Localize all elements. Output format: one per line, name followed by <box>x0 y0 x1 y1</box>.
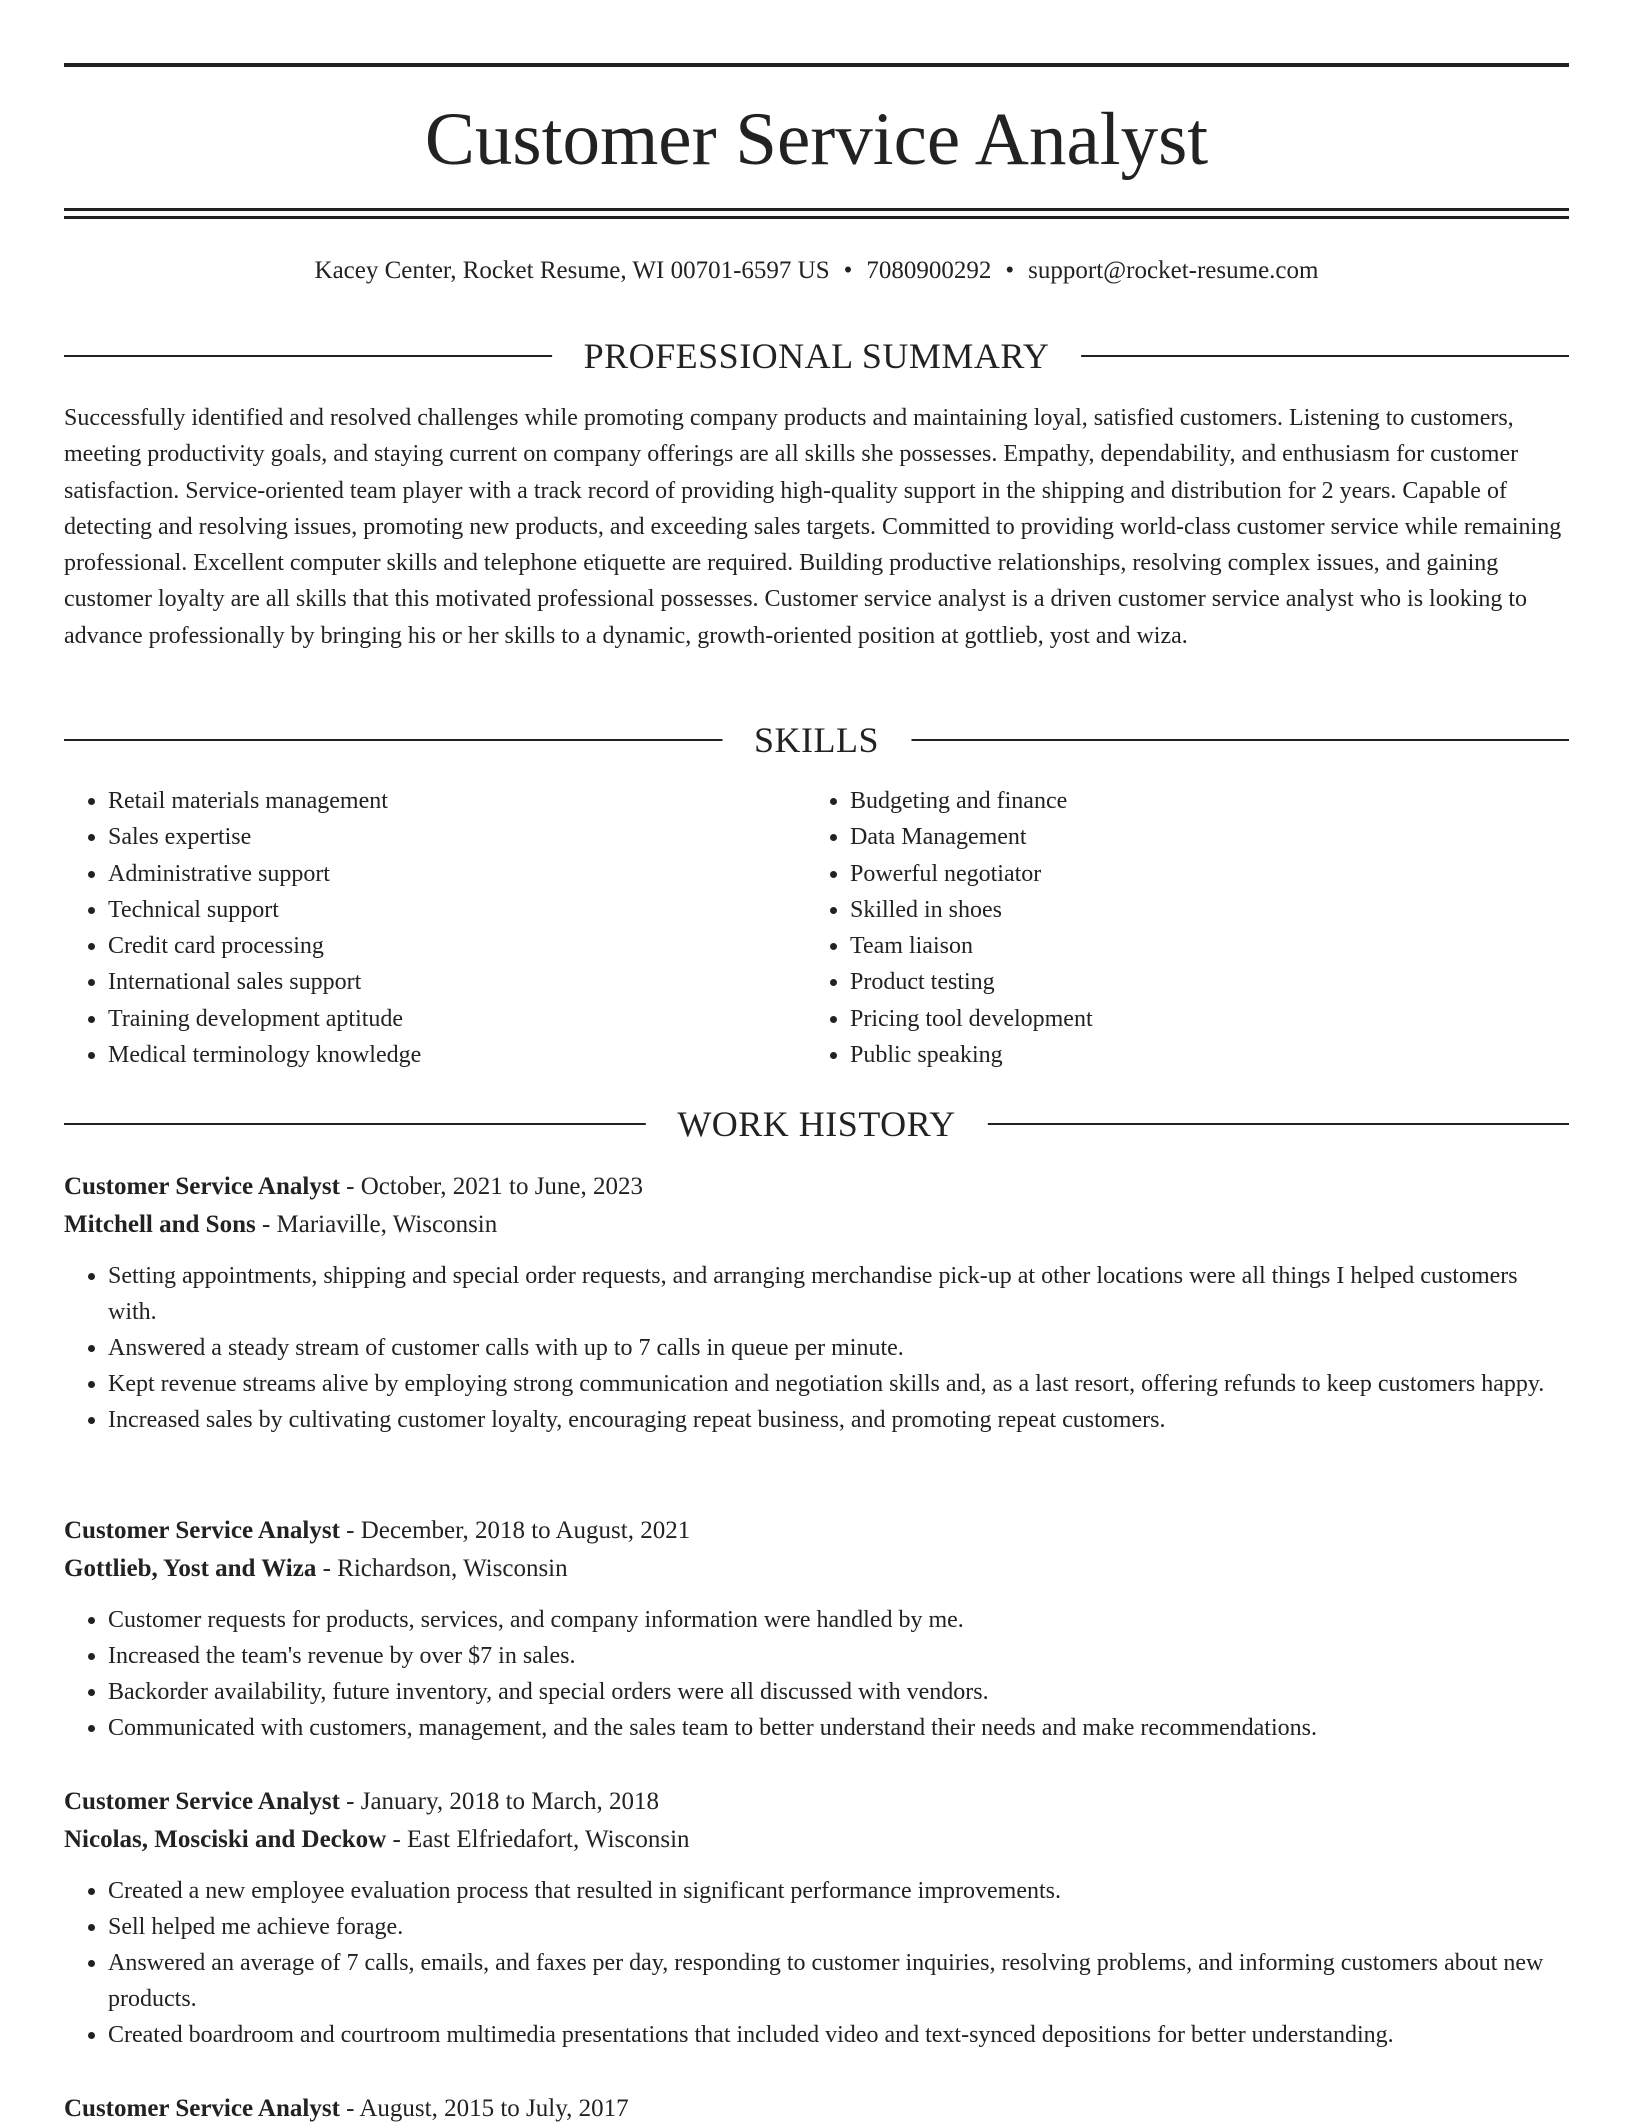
job-entry <box>64 1783 1569 2053</box>
skills-column-left <box>64 783 421 1073</box>
skill-item: • Technical support <box>108 892 421 928</box>
job-title-line <box>64 2090 1569 2128</box>
skills-column-right <box>806 783 1093 1073</box>
skill-item: • Training development aptitude <box>108 1001 421 1037</box>
job-dates: - October, 2021 to June, 2023 <box>339 1173 644 1200</box>
job-bullet: • Increased the team's revenue by over $7 in sales. <box>108 1638 1569 1674</box>
section-heading-label: WORK HISTORY <box>645 1102 987 1146</box>
job-title-line <box>64 1512 1569 1550</box>
job-bullet: • Answered an average of 7 calls, emails, and faxes per day, responding to customer inquiries, resolving problems, and informing customers about new products. <box>108 1945 1569 2017</box>
skill-item: • Team liaison <box>850 928 1093 964</box>
skill-item: • Pricing tool development <box>850 1001 1093 1037</box>
job-bullet: • Communicated with customers, management, and the sales team to better understand their needs and make recommendations. <box>108 1710 1569 1746</box>
skill-item: • Skilled in shoes <box>850 892 1093 928</box>
job-bullet: • Increased sales by cultivating customer loyalty, encouraging repeat business, and promoting repeat customers. <box>108 1402 1569 1438</box>
skill-item: • Public speaking <box>850 1037 1093 1073</box>
skill-item: • Retail materials management <box>108 783 421 819</box>
job-dates: - January, 2018 to March, 2018 <box>339 1788 660 1815</box>
section-heading-label: PROFESSIONAL SUMMARY <box>552 334 1082 378</box>
job-entry <box>64 2090 1569 2128</box>
job-company-line <box>64 1206 1569 1244</box>
job-dates: - August, 2015 to July, 2017 <box>339 2095 629 2122</box>
top-rule <box>64 63 1569 67</box>
job-company: Gottlieb, Yost and Wiza <box>64 1555 317 1582</box>
job-dates: - December, 2018 to August, 2021 <box>339 1517 691 1544</box>
job-company-line <box>64 1821 1569 1859</box>
section-heading-label: SKILLS <box>722 718 911 762</box>
skill-item: • Medical terminology knowledge <box>108 1037 421 1073</box>
skill-item: • Budgeting and finance <box>850 783 1093 819</box>
contact-address: Kacey Center, Rocket Resume, WI 00701-6597 US <box>314 257 830 284</box>
section-heading-skills <box>64 718 1569 762</box>
job-bullet: • Setting appointments, shipping and special order requests, and arranging merchandise pick-up at other locations were all things I helped customers with. <box>108 1258 1569 1330</box>
contact-separator: • <box>843 257 853 284</box>
contact-line <box>64 253 1569 289</box>
skill-item: • Product testing <box>850 964 1093 1000</box>
job-bullet: • Sell helped me achieve forage. <box>108 1909 1569 1945</box>
job-bullet: • Answered a steady stream of customer calls with up to 7 calls in queue per minute. <box>108 1330 1569 1366</box>
job-bullet: • Backorder availability, future inventory, and special orders were all discussed with vendors. <box>108 1674 1569 1710</box>
job-bullet: • Created a new employee evaluation process that resulted in significant performance improvements. <box>108 1873 1569 1909</box>
job-bullets <box>64 1258 1569 1438</box>
job-bullet: • Kept revenue streams alive by employing strong communication and negotiation skills and, as a last resort, offering refunds to keep customers happy. <box>108 1366 1569 1402</box>
skill-item: • Data Management <box>850 819 1093 855</box>
job-bullet: • Customer requests for products, services, and company information were handled by me. <box>108 1602 1569 1638</box>
contact-email[interactable]: support@rocket-resume.com <box>1028 257 1319 284</box>
section-heading-work-history <box>64 1102 1569 1146</box>
contact-separator: • <box>1005 257 1015 284</box>
job-bullet: • Created boardroom and courtroom multimedia presentations that included video and text-synced depositions for better understanding. <box>108 2017 1569 2053</box>
section-heading-summary <box>64 334 1569 378</box>
job-location: - Mariaville, Wisconsin <box>255 1211 498 1238</box>
job-title-line <box>64 1168 1569 1206</box>
professional-summary: Successfully identified and resolved challenges while promoting company products and maintaining loyal, satisfied customers. Listening to customers, meeting productivity goals, and staying current on company offerings are all skills she possesses. Empathy, dependability, and enthusiasm for customer satisfaction. Service-oriented team player with a track record of providing high-quality support in the shipping and distribution for 2 years. Capable of detecting and resolving issues, promoting new products, and exceeding sales targets. Committed to providing world-class customer service while remaining professional. Excellent computer skills and telephone etiquette are required. Building productive relationships, resolving complex issues, and gaining customer loyalty are all skills that this motivated professional possesses. Customer service analyst is a driven customer service analyst who is looking to advance professionally by bringing his or her skills to a dynamic, growth-oriented position at gottlieb, yost and wiza. <box>64 405 1562 649</box>
skill-item: • Powerful negotiator <box>850 856 1093 892</box>
job-bullets <box>64 1873 1569 2053</box>
skill-item: • Administrative support <box>108 856 421 892</box>
job-title-line <box>64 1783 1569 1821</box>
resume-title: Customer Service Analyst <box>424 98 1209 181</box>
contact-phone: 7080900292 <box>866 257 992 284</box>
job-title: Customer Service Analyst <box>64 1788 340 1815</box>
job-company: Nicolas, Mosciski and Deckow <box>64 1826 387 1853</box>
job-title: Customer Service Analyst <box>64 2095 340 2122</box>
skill-item: • International sales support <box>108 964 421 1000</box>
skill-item: • Sales expertise <box>108 819 421 855</box>
title-double-rule-lower <box>64 216 1569 219</box>
job-entry <box>64 1168 1569 1438</box>
job-location: - Richardson, Wisconsin <box>316 1555 568 1582</box>
job-entry <box>64 1512 1569 1746</box>
job-bullets <box>64 1602 1569 1746</box>
job-location: - East Elfriedafort, Wisconsin <box>386 1826 690 1853</box>
skill-item: • Credit card processing <box>108 928 421 964</box>
job-company-line <box>64 1550 1569 1588</box>
title-double-rule-upper <box>64 208 1569 211</box>
job-title: Customer Service Analyst <box>64 1517 340 1544</box>
job-title: Customer Service Analyst <box>64 1173 340 1200</box>
job-company: Mitchell and Sons <box>64 1211 256 1238</box>
